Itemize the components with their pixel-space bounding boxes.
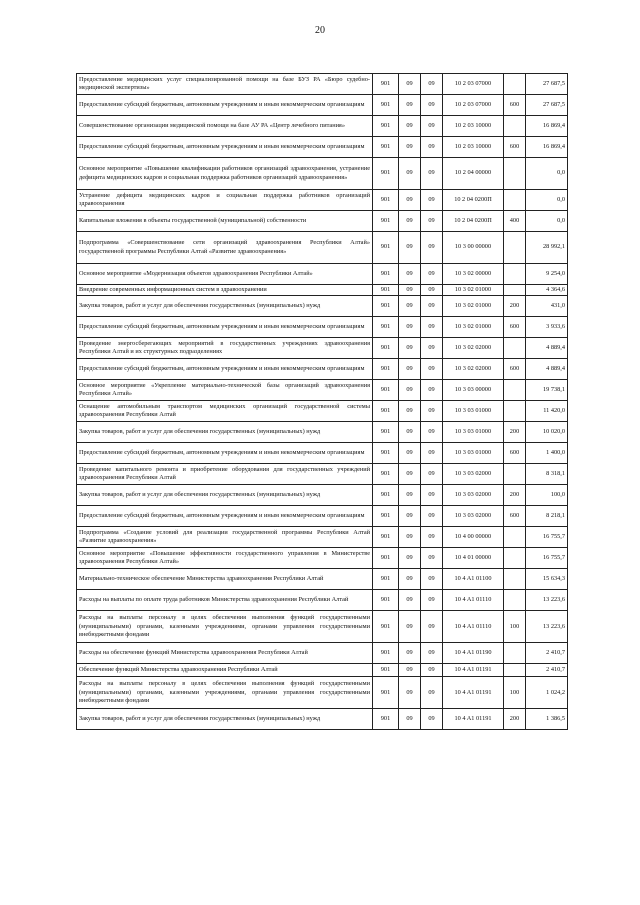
row-expense-type-cell: 100 xyxy=(504,611,526,643)
row-target-article-cell: 10 2 04 00000 xyxy=(443,158,504,190)
row-target-article-cell: 10 3 02 01000 xyxy=(443,296,504,317)
row-expense-type-cell xyxy=(504,190,526,211)
row-amount-cell: 19 738,1 xyxy=(526,380,568,401)
row-target-article-cell: 10 3 03 02000 xyxy=(443,464,504,485)
row-admin-code-cell: 901 xyxy=(373,664,399,677)
row-section-cell: 09 xyxy=(399,401,421,422)
row-section-cell: 09 xyxy=(399,95,421,116)
row-section-cell: 09 xyxy=(399,137,421,158)
row-admin-code-cell: 901 xyxy=(373,296,399,317)
row-name-cell: Закупка товаров, работ и услуг для обеспечения государственных (муниципальных) нужд xyxy=(77,485,373,506)
row-section-cell: 09 xyxy=(399,664,421,677)
row-admin-code-cell: 901 xyxy=(373,464,399,485)
row-target-article-cell: 10 3 03 01000 xyxy=(443,401,504,422)
row-name-cell: Материально-техническое обеспечение Министерства здравоохранения Республики Алтай xyxy=(77,569,373,590)
row-expense-type-cell: 200 xyxy=(504,296,526,317)
row-subsection-cell: 09 xyxy=(421,380,443,401)
row-subsection-cell: 09 xyxy=(421,211,443,232)
row-amount-cell: 2 410,7 xyxy=(526,664,568,677)
table-row xyxy=(77,158,568,190)
row-name-cell: Проведение энергосберегающих мероприятий в государственных учреждениях здравоохранения Республики Алтай и их структурных подразделениях xyxy=(77,338,373,359)
row-admin-code-cell: 901 xyxy=(373,527,399,548)
row-admin-code-cell: 901 xyxy=(373,95,399,116)
table-row xyxy=(77,211,568,232)
row-subsection-cell: 09 xyxy=(421,74,443,95)
row-expense-type-cell xyxy=(504,232,526,264)
row-target-article-cell: 10 3 02 02000 xyxy=(443,359,504,380)
row-name-cell: Устранение дефицита медицинских кадров и социальная поддержка работников организаций здравоохранения xyxy=(77,190,373,211)
row-name-cell: Расходы на обеспечение функций Министерства здравоохранения Республики Алтай xyxy=(77,643,373,664)
row-admin-code-cell: 901 xyxy=(373,211,399,232)
table-row xyxy=(77,677,568,709)
row-target-article-cell: 10 4 A1 01191 xyxy=(443,677,504,709)
row-amount-cell: 13 223,6 xyxy=(526,590,568,611)
row-section-cell: 09 xyxy=(399,338,421,359)
row-section-cell: 09 xyxy=(399,464,421,485)
table-row xyxy=(77,590,568,611)
row-target-article-cell: 10 4 00 00000 xyxy=(443,527,504,548)
row-target-article-cell: 10 3 02 02000 xyxy=(443,338,504,359)
row-subsection-cell: 09 xyxy=(421,443,443,464)
table-row xyxy=(77,380,568,401)
row-admin-code-cell: 901 xyxy=(373,285,399,296)
row-target-article-cell: 10 4 A1 01190 xyxy=(443,643,504,664)
row-subsection-cell: 09 xyxy=(421,422,443,443)
row-subsection-cell: 09 xyxy=(421,590,443,611)
row-expense-type-cell: 200 xyxy=(504,422,526,443)
row-amount-cell: 9 254,0 xyxy=(526,264,568,285)
row-name-cell: Подпрограмма «Создание условий для реализации государственной программы Республики Алтай «Развитие здравоохранения» xyxy=(77,527,373,548)
row-name-cell: Капитальные вложения в объекты государственной (муниципальной) собственности xyxy=(77,211,373,232)
row-admin-code-cell: 901 xyxy=(373,338,399,359)
table-row xyxy=(77,709,568,730)
row-section-cell: 09 xyxy=(399,264,421,285)
row-admin-code-cell: 901 xyxy=(373,677,399,709)
table-row xyxy=(77,527,568,548)
row-amount-cell: 16 869,4 xyxy=(526,116,568,137)
row-target-article-cell: 10 3 00 00000 xyxy=(443,232,504,264)
row-section-cell: 09 xyxy=(399,548,421,569)
row-admin-code-cell: 901 xyxy=(373,359,399,380)
row-expense-type-cell xyxy=(504,264,526,285)
row-section-cell: 09 xyxy=(399,643,421,664)
row-expense-type-cell xyxy=(504,527,526,548)
row-amount-cell: 16 755,7 xyxy=(526,527,568,548)
row-section-cell: 09 xyxy=(399,485,421,506)
row-target-article-cell: 10 2 03 07000 xyxy=(443,74,504,95)
row-expense-type-cell xyxy=(504,338,526,359)
row-amount-cell: 100,0 xyxy=(526,485,568,506)
row-expense-type-cell xyxy=(504,285,526,296)
row-admin-code-cell: 901 xyxy=(373,443,399,464)
row-name-cell: Закупка товаров, работ и услуг для обеспечения государственных (муниципальных) нужд xyxy=(77,422,373,443)
row-subsection-cell: 09 xyxy=(421,285,443,296)
row-section-cell: 09 xyxy=(399,443,421,464)
row-admin-code-cell: 901 xyxy=(373,611,399,643)
row-target-article-cell: 10 3 03 00000 xyxy=(443,380,504,401)
table-row xyxy=(77,401,568,422)
row-amount-cell: 1 024,2 xyxy=(526,677,568,709)
row-subsection-cell: 09 xyxy=(421,611,443,643)
row-name-cell: Оснащение автомобильным транспортом медицинских организаций государственной системы здравоохранения Республики Алтай xyxy=(77,401,373,422)
row-amount-cell: 10 020,0 xyxy=(526,422,568,443)
row-subsection-cell: 09 xyxy=(421,506,443,527)
row-subsection-cell: 09 xyxy=(421,116,443,137)
row-expense-type-cell: 200 xyxy=(504,709,526,730)
row-amount-cell: 16 869,4 xyxy=(526,137,568,158)
row-amount-cell: 0,0 xyxy=(526,211,568,232)
row-admin-code-cell: 901 xyxy=(373,590,399,611)
row-admin-code-cell: 901 xyxy=(373,317,399,338)
row-subsection-cell: 09 xyxy=(421,464,443,485)
row-admin-code-cell: 901 xyxy=(373,569,399,590)
row-section-cell: 09 xyxy=(399,709,421,730)
table-row xyxy=(77,338,568,359)
row-expense-type-cell: 600 xyxy=(504,359,526,380)
row-amount-cell: 28 992,1 xyxy=(526,232,568,264)
row-section-cell: 09 xyxy=(399,190,421,211)
row-expense-type-cell: 600 xyxy=(504,137,526,158)
row-section-cell: 09 xyxy=(399,285,421,296)
row-name-cell: Обеспечение функций Министерства здравоохранения Республики Алтай xyxy=(77,664,373,677)
row-section-cell: 09 xyxy=(399,211,421,232)
row-name-cell: Предоставление субсидий бюджетным, автономным учреждениям и иным некоммерческим организациям xyxy=(77,359,373,380)
row-target-article-cell: 10 4 A1 01100 xyxy=(443,569,504,590)
row-expense-type-cell xyxy=(504,664,526,677)
row-amount-cell: 15 634,3 xyxy=(526,569,568,590)
row-section-cell: 09 xyxy=(399,506,421,527)
row-expense-type-cell: 100 xyxy=(504,677,526,709)
row-admin-code-cell: 901 xyxy=(373,548,399,569)
row-name-cell: Расходы на выплаты персоналу в целях обеспечения выполнения функций государственными (муниципальными) органами, казенными учреждениями, органами управления государственными внебюджетными фондами xyxy=(77,677,373,709)
row-admin-code-cell: 901 xyxy=(373,264,399,285)
row-target-article-cell: 10 3 03 01000 xyxy=(443,443,504,464)
row-target-article-cell: 10 3 02 01000 xyxy=(443,285,504,296)
row-subsection-cell: 09 xyxy=(421,569,443,590)
row-section-cell: 09 xyxy=(399,677,421,709)
row-section-cell: 09 xyxy=(399,527,421,548)
row-expense-type-cell xyxy=(504,74,526,95)
row-amount-cell: 0,0 xyxy=(526,158,568,190)
row-amount-cell: 2 410,7 xyxy=(526,643,568,664)
row-admin-code-cell: 901 xyxy=(373,137,399,158)
row-target-article-cell: 10 3 03 02000 xyxy=(443,506,504,527)
row-amount-cell: 11 420,0 xyxy=(526,401,568,422)
row-amount-cell: 8 218,1 xyxy=(526,506,568,527)
row-name-cell: Расходы на выплаты персоналу в целях обеспечения выполнения функций государственными (муниципальными) органами, казенными учреждениями, органами управления государственными внебюджетными фондами xyxy=(77,611,373,643)
row-amount-cell: 16 755,7 xyxy=(526,548,568,569)
row-target-article-cell: 10 3 03 01000 xyxy=(443,422,504,443)
row-expense-type-cell xyxy=(504,548,526,569)
row-admin-code-cell: 901 xyxy=(373,643,399,664)
row-section-cell: 09 xyxy=(399,590,421,611)
row-subsection-cell: 09 xyxy=(421,137,443,158)
row-section-cell: 09 xyxy=(399,569,421,590)
row-amount-cell: 13 223,6 xyxy=(526,611,568,643)
table-row xyxy=(77,317,568,338)
row-name-cell: Предоставление медицинских услуг специализированной помощи на базе БУЗ РА «Бюро судебно-медицинской экспертизы» xyxy=(77,74,373,95)
row-amount-cell: 27 687,5 xyxy=(526,95,568,116)
row-name-cell: Предоставление субсидий бюджетным, автономным учреждениям и иным некоммерческим организациям xyxy=(77,506,373,527)
row-subsection-cell: 09 xyxy=(421,677,443,709)
row-name-cell: Основное мероприятие «Укрепление материально-технической базы организаций здравоохранения Республики Алтай» xyxy=(77,380,373,401)
row-expense-type-cell xyxy=(504,569,526,590)
row-admin-code-cell: 901 xyxy=(373,232,399,264)
row-section-cell: 09 xyxy=(399,611,421,643)
row-subsection-cell: 09 xyxy=(421,296,443,317)
row-subsection-cell: 09 xyxy=(421,359,443,380)
table-row xyxy=(77,643,568,664)
table-row xyxy=(77,664,568,677)
row-target-article-cell: 10 3 03 02000 xyxy=(443,485,504,506)
budget-table xyxy=(76,73,568,730)
row-admin-code-cell: 901 xyxy=(373,506,399,527)
row-admin-code-cell: 901 xyxy=(373,380,399,401)
row-expense-type-cell: 400 xyxy=(504,211,526,232)
row-admin-code-cell: 901 xyxy=(373,74,399,95)
row-name-cell: Предоставление субсидий бюджетным, автономным учреждениям и иным некоммерческим организациям xyxy=(77,137,373,158)
row-name-cell: Подпрограмма «Совершенствование сети организаций здравоохранения Республики Алтай» государственной программы Республики Алтай «Развитие здравоохранения» xyxy=(77,232,373,264)
row-amount-cell: 4 364,6 xyxy=(526,285,568,296)
table-row xyxy=(77,232,568,264)
table-row xyxy=(77,296,568,317)
row-admin-code-cell: 901 xyxy=(373,116,399,137)
table-row xyxy=(77,116,568,137)
row-section-cell: 09 xyxy=(399,317,421,338)
row-target-article-cell: 10 3 02 01000 xyxy=(443,317,504,338)
row-admin-code-cell: 901 xyxy=(373,158,399,190)
row-name-cell: Закупка товаров, работ и услуг для обеспечения государственных (муниципальных) нужд xyxy=(77,296,373,317)
row-expense-type-cell xyxy=(504,380,526,401)
row-subsection-cell: 09 xyxy=(421,317,443,338)
row-section-cell: 09 xyxy=(399,380,421,401)
table-row xyxy=(77,264,568,285)
row-name-cell: Совершенствование организации медицинской помощи на базе АУ РА «Центр лечебного питания» xyxy=(77,116,373,137)
row-amount-cell: 3 933,6 xyxy=(526,317,568,338)
table-row xyxy=(77,611,568,643)
row-admin-code-cell: 901 xyxy=(373,190,399,211)
row-subsection-cell: 09 xyxy=(421,485,443,506)
row-target-article-cell: 10 4 A1 01110 xyxy=(443,590,504,611)
row-section-cell: 09 xyxy=(399,116,421,137)
row-name-cell: Предоставление субсидий бюджетным, автономным учреждениям и иным некоммерческим организациям xyxy=(77,317,373,338)
row-target-article-cell: 10 2 03 07000 xyxy=(443,95,504,116)
row-admin-code-cell: 901 xyxy=(373,485,399,506)
row-admin-code-cell: 901 xyxy=(373,401,399,422)
row-section-cell: 09 xyxy=(399,359,421,380)
row-subsection-cell: 09 xyxy=(421,401,443,422)
row-target-article-cell: 10 2 03 10000 xyxy=(443,137,504,158)
row-target-article-cell: 10 3 02 00000 xyxy=(443,264,504,285)
row-subsection-cell: 09 xyxy=(421,190,443,211)
row-amount-cell: 8 318,1 xyxy=(526,464,568,485)
table-row xyxy=(77,422,568,443)
table-row xyxy=(77,506,568,527)
row-expense-type-cell xyxy=(504,401,526,422)
row-section-cell: 09 xyxy=(399,296,421,317)
row-amount-cell: 4 889,4 xyxy=(526,338,568,359)
row-section-cell: 09 xyxy=(399,422,421,443)
row-target-article-cell: 10 2 03 10000 xyxy=(443,116,504,137)
table-row xyxy=(77,569,568,590)
row-expense-type-cell: 600 xyxy=(504,506,526,527)
row-target-article-cell: 10 4 A1 01191 xyxy=(443,709,504,730)
row-expense-type-cell xyxy=(504,590,526,611)
table-row xyxy=(77,74,568,95)
row-expense-type-cell xyxy=(504,643,526,664)
row-name-cell: Основное мероприятие «Повышение эффективности государственного управления в Министерстве здравоохранения Республики Алтай» xyxy=(77,548,373,569)
row-subsection-cell: 09 xyxy=(421,95,443,116)
row-target-article-cell: 10 4 01 00000 xyxy=(443,548,504,569)
row-subsection-cell: 09 xyxy=(421,527,443,548)
row-name-cell: Проведение капитального ремонта и приобретение оборудования для государственных учреждений здравоохранения Республики Алтай xyxy=(77,464,373,485)
row-name-cell: Расходы на выплаты по оплате труда работников Министерства здравоохранения Республики Алтай xyxy=(77,590,373,611)
page-number: 20 xyxy=(315,25,325,36)
row-target-article-cell: 10 2 04 0200Π xyxy=(443,211,504,232)
table-row xyxy=(77,190,568,211)
row-name-cell: Внедрение современных информационных систем в здравоохранении xyxy=(77,285,373,296)
row-target-article-cell: 10 2 04 0200Π xyxy=(443,190,504,211)
row-amount-cell: 27 687,5 xyxy=(526,74,568,95)
row-name-cell: Основное мероприятие «Модернизация объектов здравоохранения Республики Алтай» xyxy=(77,264,373,285)
row-amount-cell: 4 889,4 xyxy=(526,359,568,380)
row-name-cell: Закупка товаров, работ и услуг для обеспечения государственных (муниципальных) нужд xyxy=(77,709,373,730)
row-expense-type-cell: 200 xyxy=(504,485,526,506)
row-amount-cell: 1 400,0 xyxy=(526,443,568,464)
row-expense-type-cell: 600 xyxy=(504,443,526,464)
row-subsection-cell: 09 xyxy=(421,232,443,264)
row-name-cell: Предоставление субсидий бюджетным, автономным учреждениям и иным некоммерческим организациям xyxy=(77,443,373,464)
table-row xyxy=(77,548,568,569)
row-amount-cell: 431,0 xyxy=(526,296,568,317)
table-row xyxy=(77,95,568,116)
row-expense-type-cell: 600 xyxy=(504,317,526,338)
row-subsection-cell: 09 xyxy=(421,664,443,677)
row-subsection-cell: 09 xyxy=(421,158,443,190)
row-expense-type-cell xyxy=(504,116,526,137)
row-expense-type-cell xyxy=(504,158,526,190)
row-subsection-cell: 09 xyxy=(421,338,443,359)
row-subsection-cell: 09 xyxy=(421,264,443,285)
table-row xyxy=(77,485,568,506)
table-row xyxy=(77,443,568,464)
row-amount-cell: 1 386,5 xyxy=(526,709,568,730)
row-section-cell: 09 xyxy=(399,74,421,95)
row-subsection-cell: 09 xyxy=(421,643,443,664)
table-row xyxy=(77,359,568,380)
table-row xyxy=(77,137,568,158)
row-expense-type-cell: 600 xyxy=(504,95,526,116)
table-row xyxy=(77,285,568,296)
row-admin-code-cell: 901 xyxy=(373,709,399,730)
row-subsection-cell: 09 xyxy=(421,709,443,730)
row-expense-type-cell xyxy=(504,464,526,485)
row-name-cell: Основное мероприятие «Повышение квалификации работников организаций здравоохранения, устранение дефицита медицинских кадров и социальная поддержка работников организаций здравоохранения» xyxy=(77,158,373,190)
row-name-cell: Предоставление субсидий бюджетным, автономным учреждениям и иным некоммерческим организациям xyxy=(77,95,373,116)
row-target-article-cell: 10 4 A1 01191 xyxy=(443,664,504,677)
row-admin-code-cell: 901 xyxy=(373,422,399,443)
row-target-article-cell: 10 4 A1 01110 xyxy=(443,611,504,643)
row-amount-cell: 0,0 xyxy=(526,190,568,211)
row-section-cell: 09 xyxy=(399,158,421,190)
row-subsection-cell: 09 xyxy=(421,548,443,569)
table-row xyxy=(77,464,568,485)
budget-table-body xyxy=(77,74,568,730)
row-section-cell: 09 xyxy=(399,232,421,264)
